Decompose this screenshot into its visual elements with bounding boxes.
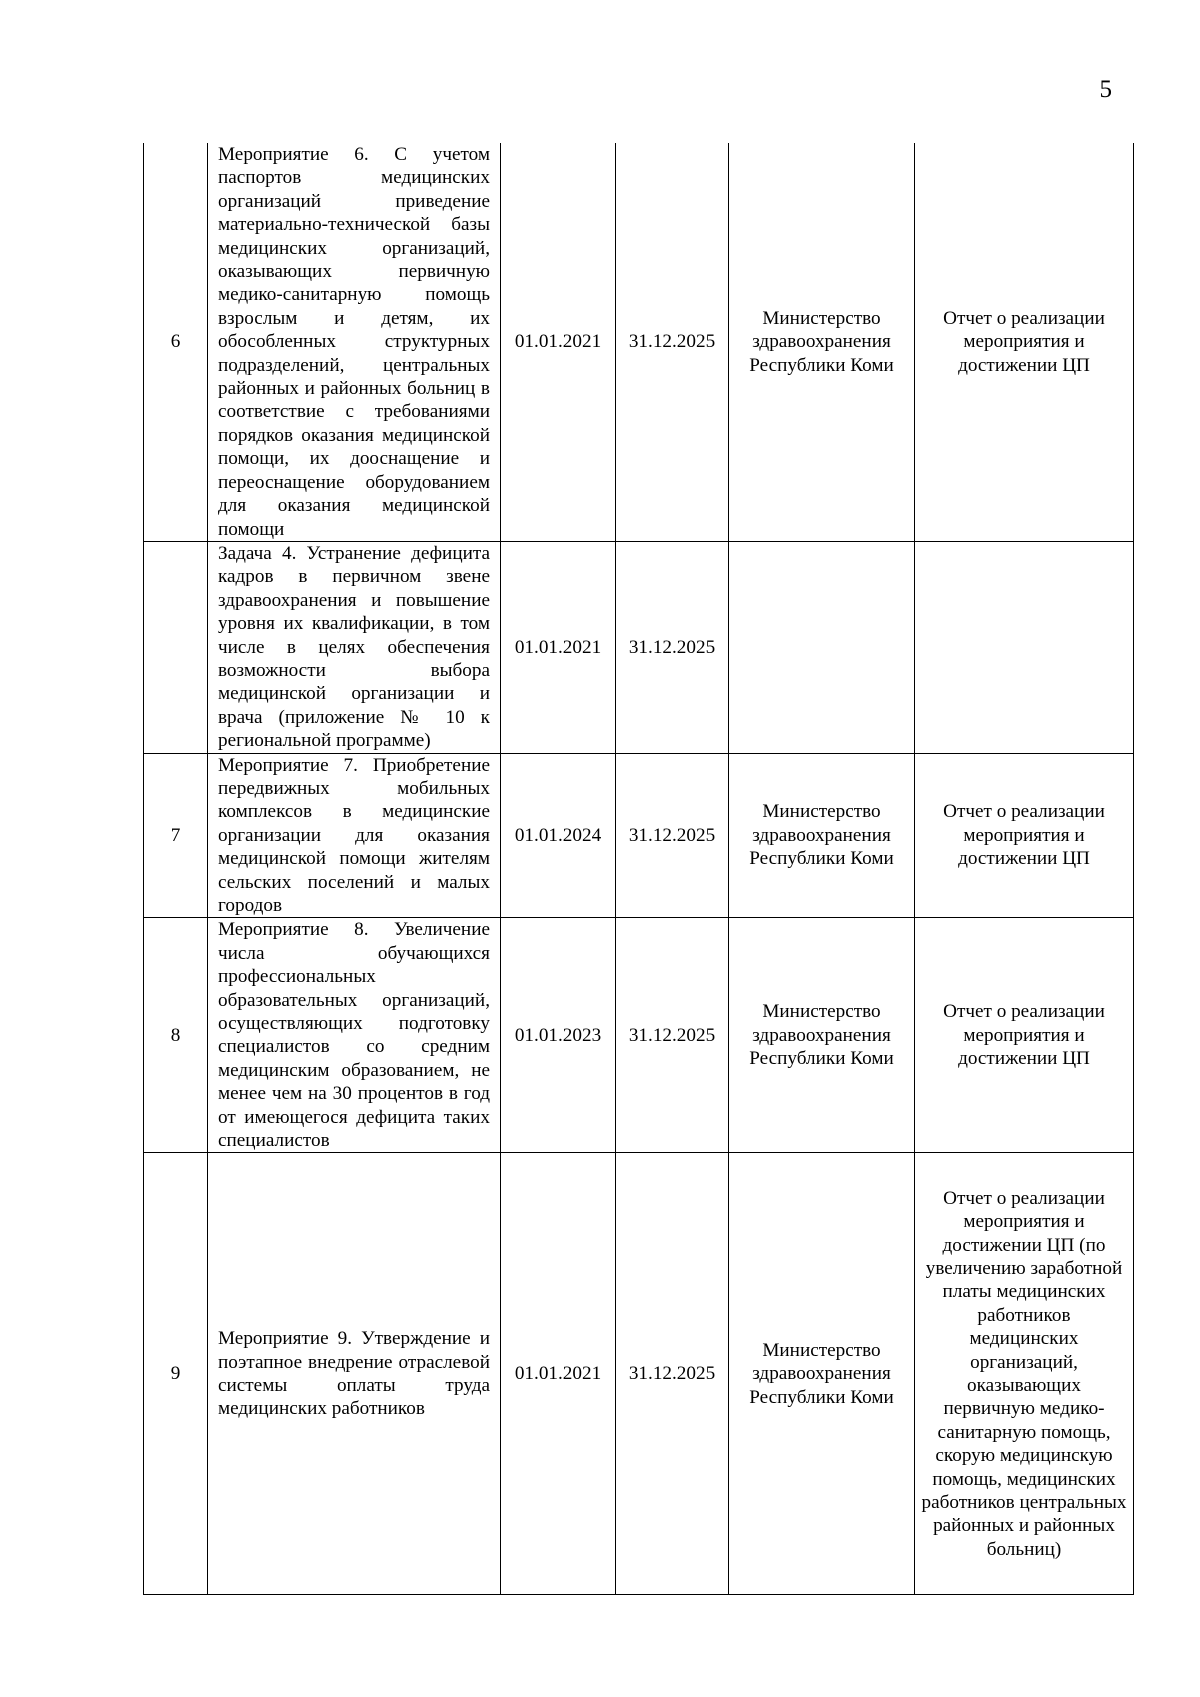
responsible-executor: Министерство здравоохранения Республики Коми	[729, 753, 915, 918]
end-date: 31.12.2025	[616, 1153, 729, 1595]
table-row	[144, 541, 1134, 753]
table-row	[144, 753, 1134, 918]
activity-name: Мероприятие 9. Утверждение и поэтапное внедрение отраслевой системы оплаты труда медицинских работников	[208, 1153, 501, 1595]
table-row	[144, 1153, 1134, 1595]
end-date: 31.12.2025	[616, 541, 729, 753]
row-number: 7	[144, 753, 208, 918]
start-date: 01.01.2024	[501, 753, 616, 918]
start-date: 01.01.2021	[501, 1153, 616, 1595]
start-date: 01.01.2021	[501, 541, 616, 753]
task-name: Задача 4. Устранение дефицита кадров в первичном звене здравоохранения и повышение уровня их квалификации, в том числе в целях обеспечения возможности выбора медицинской организации и врача (приложение № 10 к региональной программе)	[208, 541, 501, 753]
responsible-executor: Министерство здравоохранения Республики Коми	[729, 918, 915, 1153]
report-form	[915, 541, 1134, 753]
activity-name: Мероприятие 6. С учетом паспортов медицинских организаций приведение материально-технической базы медицинских организаций, оказывающих первичную медико-санитарную помощь взрослым и детям, их обособленных структурных подразделений, центральных районных и районных больниц в соответствие с требованиями порядков оказания медицинской помощи, их дооснащение и переоснащение оборудованием для оказания медицинской помощи	[208, 143, 501, 541]
report-form: Отчет о реализации мероприятия и достижении ЦП	[915, 918, 1134, 1153]
table-row	[144, 918, 1134, 1153]
end-date: 31.12.2025	[616, 143, 729, 541]
report-form: Отчет о реализации мероприятия и достижении ЦП	[915, 143, 1134, 541]
activity-name: Мероприятие 7. Приобретение передвижных мобильных комплексов в медицинские организации для оказания медицинской помощи жителям сельских поселений и малых городов	[208, 753, 501, 918]
row-number: 9	[144, 1153, 208, 1595]
responsible-executor: Министерство здравоохранения Республики Коми	[729, 1153, 915, 1595]
activities-table	[143, 143, 1134, 1595]
report-form: Отчет о реализации мероприятия и достижении ЦП (по увеличению заработной платы медицинских работников медицинских организаций, оказывающих первичную медико-санитарную помощь, скорую медицинскую помощь, медицинских работников центральных районных и районных больниц)	[915, 1153, 1134, 1595]
end-date: 31.12.2025	[616, 753, 729, 918]
row-number: 8	[144, 918, 208, 1153]
table-row	[144, 143, 1134, 541]
start-date: 01.01.2023	[501, 918, 616, 1153]
row-number	[144, 541, 208, 753]
report-form: Отчет о реализации мероприятия и достижении ЦП	[915, 753, 1134, 918]
row-number: 6	[144, 143, 208, 541]
end-date: 31.12.2025	[616, 918, 729, 1153]
activity-name: Мероприятие 8. Увеличение числа обучающихся профессиональных образовательных организаций, осуществляющих подготовку специалистов со средним медицинским образованием, не менее чем на 30 процентов в год от имеющегося дефицита таких специалистов	[208, 918, 501, 1153]
responsible-executor	[729, 541, 915, 753]
start-date: 01.01.2021	[501, 143, 616, 541]
responsible-executor: Министерство здравоохранения Республики Коми	[729, 143, 915, 541]
page-number: 5	[1099, 76, 1112, 103]
